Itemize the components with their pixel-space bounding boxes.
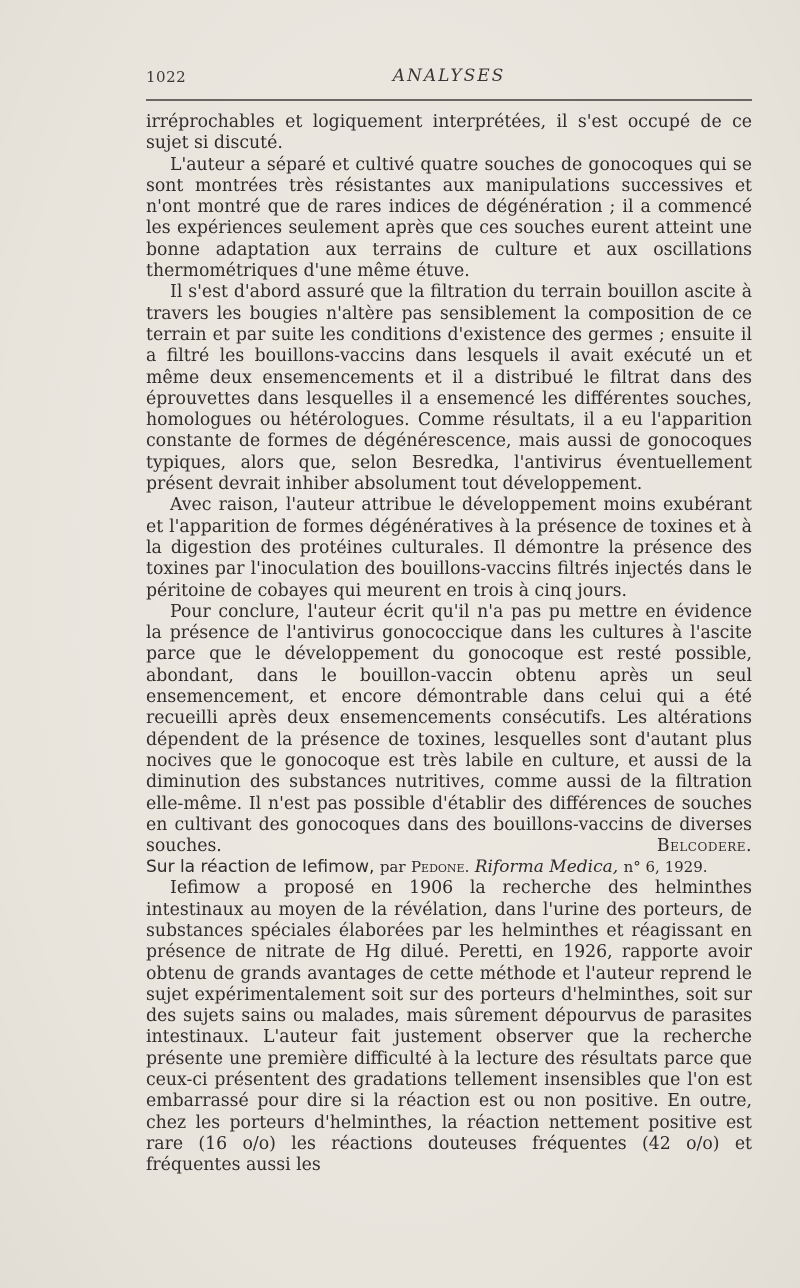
article-body (146, 112, 752, 1177)
page-header (146, 66, 752, 90)
section-issue: n° 6, 1929. (623, 858, 708, 877)
header-rule (146, 99, 752, 101)
section-author: Pedone. (410, 858, 470, 877)
section-title (146, 857, 752, 878)
paragraph-text: Pour conclure, l'auteur écrit qu'il n'a pas pu mettre en évidence la présence de l'antivirus gonococcique dans les cultures à l'ascite parce que le développement du gonocoque est resté possible, abondant, dans le bouillon-vaccin obtenu après un seul ensemencement, et encore démontrable dans celui qui a été recueilli après deux ensemencements consécutifs. Les altérations dépendent de la présence de toxines, lesquelles sont d'autant plus nocives que le gonocoque est très labile en culture, et aussi de la diminution des substances nutritives, comme aussi de la filtration elle-même. Il n'est pas possible d'établir des différences de souches en cultivant des gonocoques dans des bouillons-vaccins de diverses souches. (146, 601, 752, 857)
paragraph: Il s'est d'abord assuré que la filtration du terrain bouillon ascite à travers les bougies n'altère pas sensiblement la composition de ce terrain et par suite les conditions d'existence des germes ; ensuite il a filtré les bouillons-vaccins dans lesquels il avait exécuté un et même deux ensemencements et il a distribué le filtrat dans des éprouvettes dans lesquelles il a ensemencé les différentes souches, homologues ou hétérologues. Comme résultats, il a eu l'apparition constante de formes de dégénérescence, mais aussi de gonocoques typiques, alors que, selon Besredka, l'antivirus éventuellement présent devrait inhiber absolument tout développement. (146, 282, 752, 495)
paragraph: Avec raison, l'auteur attribue le développement moins exubérant et l'apparition de formes dégénératives à la présence de toxines et à la digestion des protéines culturales. Il démontre la présence des toxines par l'inoculation des bouillons-vaccins filtrés injectés dans le péritoine de cobayes qui meurent en trois à cinq jours. (146, 495, 752, 601)
section-title-by: par (379, 858, 406, 877)
author-signature: Belcodere. (656, 836, 752, 857)
section-title-text: Sur la réaction de Iefimow, (146, 857, 375, 878)
paragraph-continuation: irréprochables et logiquement interprétées, il s'est occupé de ce sujet si discuté. (146, 112, 752, 154)
paragraph-with-signature (146, 602, 752, 858)
running-title: ANALYSES (392, 66, 506, 86)
page-number: 1022 (146, 68, 187, 86)
paragraph: Iefimow a proposé en 1906 la recherche des helminthes intestinaux au moyen de la révélation, dans l'urine des porteurs, de substances spéciales élaborées par les helminthes et réagissant en présence de nitrate de Hg dilué. Peretti, en 1926, rapporte avoir obtenu de grands avantages de cette méthode et l'auteur reprend le sujet expérimentalement soit sur des porteurs d'helminthes, soit sur des sujets sains ou malades, mais sûrement dépourvus de parasites intestinaux. L'auteur fait justement observer que la recherche présente une première difficulté à la lecture des résultats parce que ceux-ci présentent des gradations tellement insensibles que l'on est embarrassé pour dire si la réaction est ou non positive. En outre, chez les porteurs d'helminthes, la réaction nettement positive est rare (16 o/o) les réactions douteuses fréquentes (42 o/o) et fréquentes aussi les (146, 878, 752, 1176)
section-journal: Riforma Medica, (474, 857, 619, 878)
paragraph: L'auteur a séparé et cultivé quatre souches de gonocoques qui se sont montrées très résistantes aux manipulations successives et n'ont montré que de rares indices de dégénération ; il a commencé les expériences seulement après que ces souches eurent atteint une bonne adaptation aux terrains de culture et aux oscillations thermométriques d'une même étuve. (146, 154, 752, 282)
